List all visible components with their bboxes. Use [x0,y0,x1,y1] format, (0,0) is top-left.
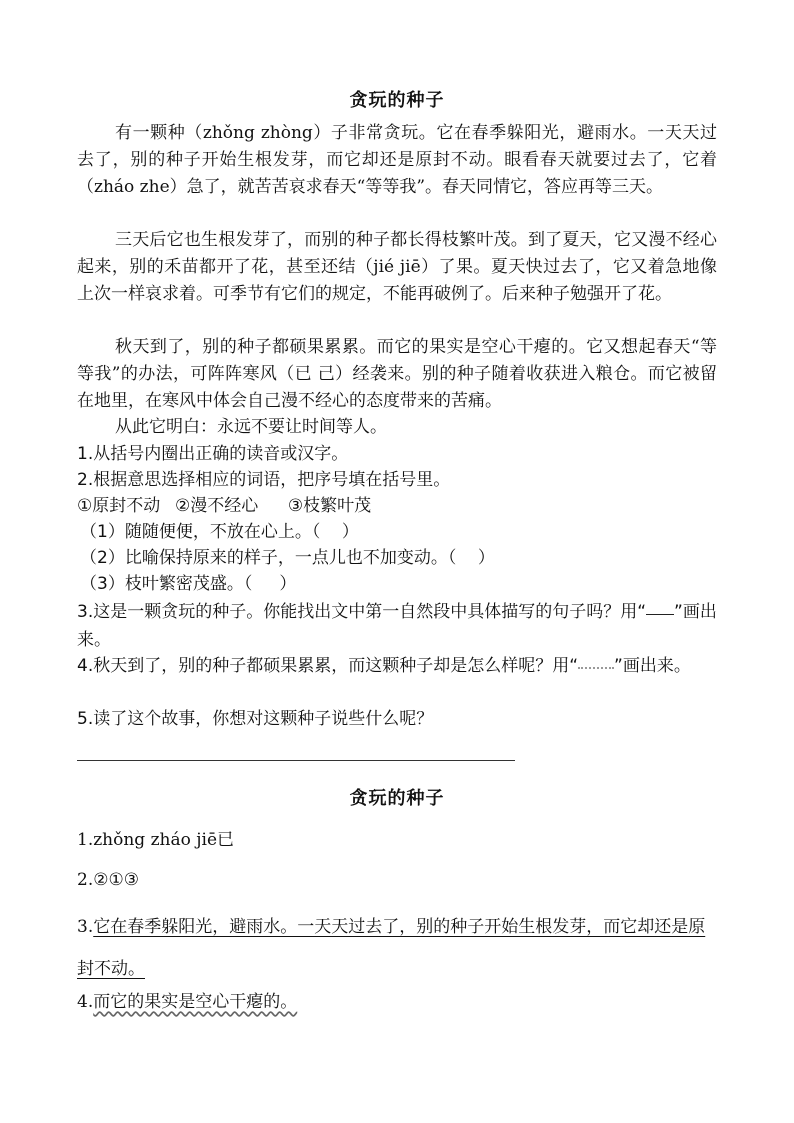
answer-3-number: 3. [77,917,94,937]
question-5: 5.读了这个故事，你想对这颗种子说些什么呢？ [77,709,434,729]
straight-underline-mark [646,604,674,615]
question-4 [77,652,717,680]
story-paragraph-4: 从此它明白：永远不要让时间等人。 [115,417,387,437]
question-3-tail: ”画出来。 [77,602,717,650]
answer-3 [77,906,717,990]
question-2: 2.根据意思选择相应的词语，把序号填在括号里。 [77,470,451,490]
story-paragraph-1: 有一颗种（zhǒng zhòng）子非常贪玩。它在春季躲阳光，避雨水。一天天过去了，别的种子开始生根发芽，而它却还是原封不动。眼看春天就要过去了，它着（zháo zhe）急了，就苦苦哀求春天“等等我”。春天同情它，答应再等三天。 [77,123,717,197]
wavy-underline-mark [578,658,614,669]
answer-4-text: 而它的果实是空心干瘪的。 [93,992,298,1012]
story-paragraph-2: 三天后它也生根发芽了，而别的种子都长得枝繁叶茂。到了夏天，它又漫不经心起来，别的禾苗都开了花，甚至还结（jié jiē）了果。夏天快过去了，它又着急地像上次一样哀求着。可季节有它们的规定，不能再破例了。后来种子勉强开了花。 [77,230,717,304]
answer-title: 贪玩的种子 [349,788,445,809]
answer-4 [77,988,717,1016]
answer-4-number: 4. [77,992,94,1012]
story-paragraph-3: 秋天到了，别的种子都硕果累累。而它的果实是空心干瘪的。它又想起春天“等等我”的办法，可阵阵寒风（已 己）经袭来。别的种子随着收获进入粮仓。而它被留在地里，在寒风中体会自己漫不经心的态度带来的苦痛。 [77,337,717,411]
question-2-options: ①原封不动 ②漫不经心 ③枝繁叶茂 [77,496,372,516]
question-2-item-1: （1）随随便便，不放在心上。（ ） [80,522,359,542]
question-3-text: 3.这是一颗贪玩的种子。你能找出文中第一自然段中具体描写的句子吗？用“ [77,602,647,622]
question-2-item-2: （2）比喻保持原来的样子，一点儿也不加变动。（ ） [80,548,495,568]
answer-1: 1.zhǒng zháo jiē已 [77,830,235,850]
question-4-tail: ”画出来。 [614,656,691,676]
answer-3-text: 它在春季躲阳光，避雨水。一天天过去了，别的种子开始生根发芽，而它却还是原封不动。 [77,917,706,979]
page-title: 贪玩的种子 [349,90,445,111]
question-3 [77,598,717,654]
section-divider [77,760,515,761]
question-4-text: 4.秋天到了，别的种子都硕果累累，而这颗种子却是怎么样呢？用“ [77,656,579,676]
question-1: 1.从括号内圈出正确的读音或汉字。 [77,444,349,464]
answer-2: 2.②①③ [77,870,139,890]
question-2-item-3: （3）枝叶繁密茂盛。（ ） [80,574,297,594]
